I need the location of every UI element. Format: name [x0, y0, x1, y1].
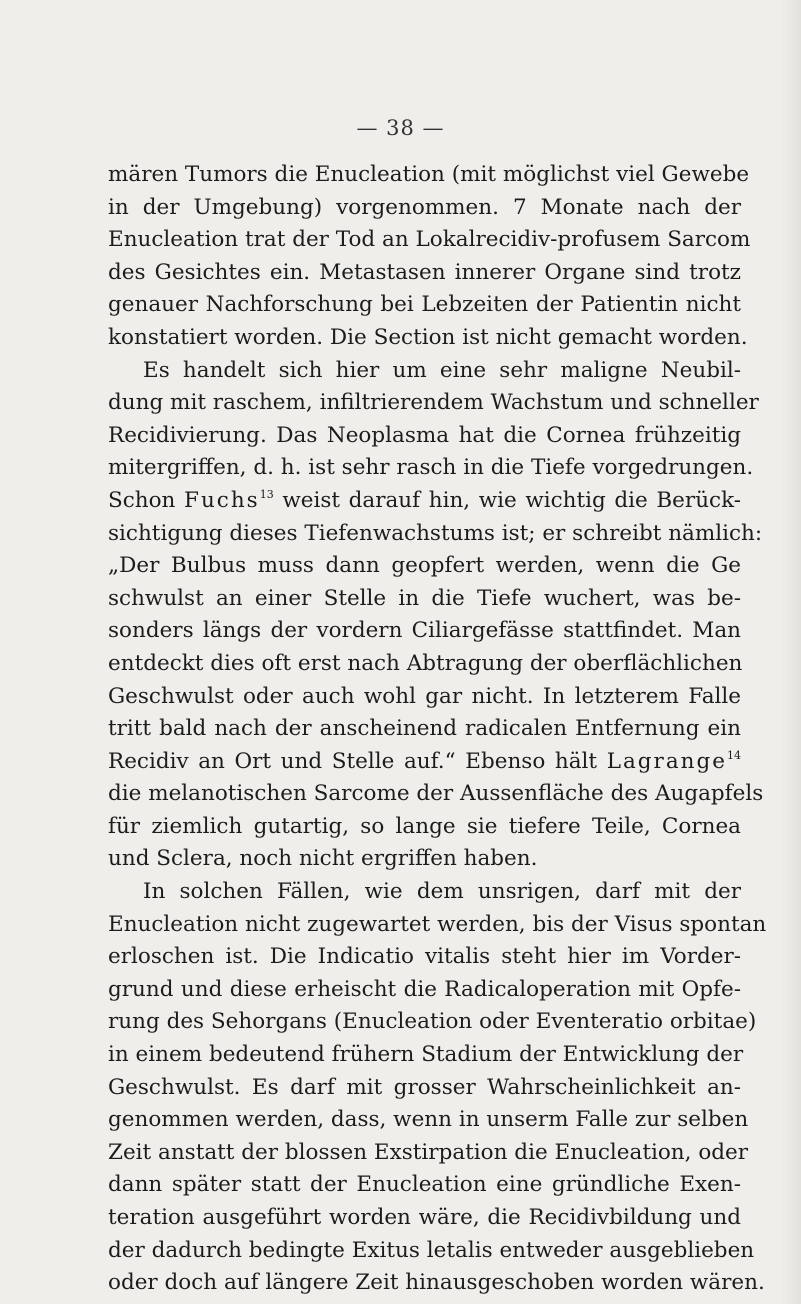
text-line: Es handelt sich hier um eine sehr maligne Neubil-	[143, 357, 741, 383]
text-line: Recidivierung. Das Neoplasma hat die Cornea frühzeitig	[108, 422, 741, 448]
text-line: teration ausgeführt worden wäre, die Recidivbildung und	[108, 1205, 741, 1230]
text-segment: weist darauf hin, wie wichtig die Berück-	[273, 487, 741, 513]
text-segment: Schon	[108, 487, 185, 513]
text-line: mitergriffen, d. h. ist sehr rasch in die Tiefe vorgedrungen.	[108, 455, 754, 481]
author-name-lagrange: Lagrange	[606, 748, 727, 774]
text-line: grund und diese erheischt die Radicaloperation mit Opfe-	[108, 976, 741, 1002]
text-segment: Recidiv an Ort und Stelle auf.“ Ebenso hält	[108, 748, 607, 774]
text-line: in der Umgebung) vorgenommen. 7 Monate nach der	[108, 194, 741, 220]
text-line-lagrange	[108, 746, 741, 779]
text-line: sonders längs der vordern Ciliargefässe stattfindet. Man	[108, 618, 741, 644]
text-line: In solchen Fällen, wie dem unsrigen, darf mit der	[143, 879, 741, 905]
text-line: entdeckt dies oft erst nach Abtragung der oberflächlichen	[108, 650, 743, 676]
footnote-ref: 13	[259, 487, 274, 501]
text-line: dung mit raschem, infiltrierendem Wachstum und schneller	[108, 390, 759, 416]
footnote-ref: 14	[727, 748, 741, 762]
text-line: Zeit anstatt der blossen Exstirpation die Enucleation, oder	[108, 1139, 749, 1165]
text-line: und Sclera, noch nicht ergriffen haben.	[108, 846, 538, 872]
text-line: Geschwulst. Es darf mit grosser Wahrscheinlichkeit an-	[108, 1074, 741, 1100]
text-line: mären Tumors die Enucleation (mit möglichst viel Gewebe	[108, 162, 750, 187]
text-line: tritt bald nach der anscheinend radicalen Entfernung ein	[108, 716, 741, 742]
page-edge-shadow	[781, 0, 801, 1304]
text-line: des Gesichtes ein. Metastasen innerer Organe sind trotz	[108, 259, 741, 285]
text-line: oder doch auf längere Zeit hinausgeschoben worden wären.	[108, 1270, 765, 1296]
text-line: genommen werden, dass, wenn in unserm Falle zur selben	[108, 1107, 749, 1133]
text-line-fuchs	[108, 485, 741, 518]
author-name-fuchs: Fuchs	[184, 487, 260, 513]
text-line: erloschen ist. Die Indicatio vitalis steht hier im Vorder-	[108, 944, 741, 970]
page-number: — 38 —	[356, 116, 445, 140]
text-line: rung des Sehorgans (Enucleation oder Eventeratio orbitae)	[108, 1009, 757, 1035]
body-text	[108, 159, 767, 1300]
text-line: in einem bedeutend frühern Stadium der Entwicklung der	[108, 1042, 744, 1068]
text-line: genauer Nachforschung bei Lebzeiten der Patientin nicht	[108, 292, 741, 318]
text-line: „Der Bulbus muss dann geopfert werden, wenn die Ge	[108, 553, 741, 579]
text-line: konstatiert worden. Die Section ist nicht gemacht worden.	[108, 324, 748, 350]
text-line: Geschwulst oder auch wohl gar nicht. In letzterem Falle	[108, 683, 741, 709]
text-line: die melanotischen Sarcome der Aussenfläche des Augapfels	[108, 781, 764, 807]
text-line: schwulst an einer Stelle in die Tiefe wuchert, was be-	[108, 585, 741, 611]
text-line: für ziemlich gutartig, so lange sie tiefere Teile, Cornea	[108, 813, 741, 839]
text-line: der dadurch bedingte Exitus letalis entweder ausgeblieben	[108, 1237, 755, 1263]
text-line: sichtigung dieses Tiefenwachstums ist; er schreibt nämlich:	[108, 520, 763, 546]
text-line: Enucleation trat der Tod an Lokalrecidiv-profusem Sarcom	[108, 227, 751, 253]
text-line: Enucleation nicht zugewartet werden, bis der Visus spontan	[108, 911, 767, 937]
text-line: dann später statt der Enucleation eine gründliche Exen-	[108, 1172, 741, 1198]
